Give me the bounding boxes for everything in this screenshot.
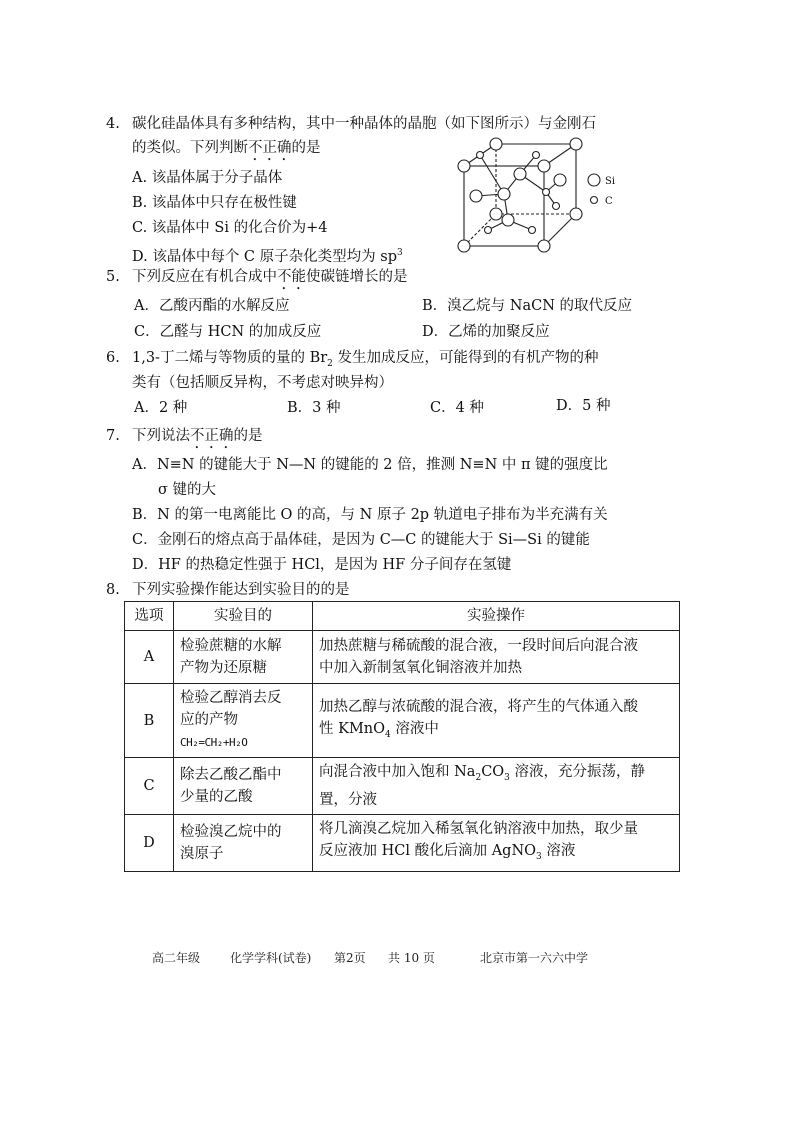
row-option: D bbox=[125, 814, 174, 871]
q4-option-d: D. 该晶体中每个 C 原子杂化类型均为 $sp^3$ bbox=[132, 248, 403, 265]
row-aim: 检验蔗糖的水解 产物为还原糖 bbox=[174, 631, 313, 684]
row-aim: 除去乙酸乙酯中 少量的乙酸 bbox=[174, 758, 313, 815]
table-row bbox=[125, 814, 680, 871]
q4-option-b: B. 该晶体中只存在极性键 bbox=[132, 195, 297, 211]
table-row bbox=[125, 758, 680, 815]
q6-option-d: D．5 种 bbox=[556, 398, 611, 414]
row-option: B bbox=[125, 684, 174, 758]
q5-emphasis: 不能 bbox=[277, 269, 306, 285]
q7-option-a-line2: σ 键的大 bbox=[158, 482, 217, 498]
header-aim: 实验目的 bbox=[174, 602, 313, 631]
row-aim: 检验溴乙烷中的 溴原子 bbox=[174, 814, 313, 871]
legend-c-label: C bbox=[605, 196, 613, 207]
q4-emphasis: 不正确 bbox=[248, 140, 292, 156]
footer-total: 共 10 页 bbox=[388, 951, 435, 965]
q7-stem: 下列说法不正确的是 bbox=[132, 428, 263, 444]
header-operation: 实验操作 bbox=[313, 602, 680, 631]
q5-option-d: D．乙烯的加聚反应 bbox=[422, 324, 550, 340]
row-operation: 加热乙醇与浓硫酸的混合液，将产生的气体通入酸 性 KMnO$_4$ 溶液中 bbox=[313, 684, 680, 758]
q6-option-a: A．2 种 bbox=[134, 400, 188, 416]
handwritten-note: CH₂=CH₂+H₂O bbox=[180, 736, 248, 749]
row-operation: 将几滴溴乙烷加入稀氢氧化钠溶液中加热，取少量 反应液加 HCl 酸化后滴加 AgNO$_3$ 溶液 bbox=[313, 814, 680, 871]
table-row bbox=[125, 684, 680, 758]
q5-option-c: C．乙醛与 HCN 的加成反应 bbox=[134, 324, 322, 340]
footer-page: 第2页 bbox=[334, 951, 366, 965]
experiment-table bbox=[124, 601, 680, 872]
q7-number: 7. bbox=[106, 428, 120, 444]
q5-option-b: B．溴乙烷与 NaCN 的取代反应 bbox=[422, 298, 632, 314]
q8-number: 8. bbox=[106, 582, 120, 598]
row-aim: 检验乙醇消去反 应的产物 CH₂=CH₂+H₂O bbox=[174, 684, 313, 758]
footer-grade: 高二年级 bbox=[152, 951, 201, 965]
row-operation: 加热蔗糖与稀硫酸的混合液，一段时间后向混合液 中加入新制氢氧化铜溶液并加热 bbox=[313, 631, 680, 684]
table-row bbox=[125, 631, 680, 684]
q5-number: 5. bbox=[106, 269, 120, 285]
q4-option-a: A. 该晶体属于分子晶体 bbox=[132, 170, 283, 186]
q8-stem: 下列实验操作能达到实验目的的是 bbox=[132, 582, 350, 598]
footer-school: 北京市第一六六中学 bbox=[480, 951, 589, 965]
q4-number: 4. bbox=[106, 116, 120, 132]
q7-option-c: C．金刚石的熔点高于晶体硅，是因为 C—C 的键能大于 Si—Si 的键能 bbox=[132, 532, 590, 548]
q7-option-a-line1: A．N≡N 的键能大于 N—N 的键能的 2 倍，推测 N≡N 中 π 键的强度比 bbox=[132, 457, 608, 473]
legend-si-label: Si bbox=[605, 176, 616, 187]
table-header-row bbox=[125, 602, 680, 631]
row-option: C bbox=[125, 758, 174, 815]
q6-stem-line1: 1,3-丁二烯与等物质的量的 $Br_2$ 发生加成反应，可能得到的有机产物的种 bbox=[132, 350, 599, 369]
footer-subject: 化学学科(试卷) bbox=[230, 951, 312, 965]
q6-option-b: B．3 种 bbox=[287, 400, 341, 416]
row-option: A bbox=[125, 631, 174, 684]
q6-stem-line2: 类有（包括顺反异构，不考虑对映异构） bbox=[132, 375, 393, 391]
q7-option-b: B．N 的第一电离能比 O 的高，与 N 原子 2p 轨道电子排布为半充满有关 bbox=[132, 507, 608, 523]
q4-stem-line1: 碳化硅晶体具有多种结构，其中一种晶体的晶胞（如下图所示）与金刚石 bbox=[132, 116, 596, 132]
q6-number: 6. bbox=[106, 350, 120, 366]
q6-option-c: C．4 种 bbox=[430, 400, 484, 416]
q7-option-d: D．HF 的热稳定性强于 HCl，是因为 HF 分子间存在氢键 bbox=[132, 557, 512, 573]
q4-option-c: C. 该晶体中 Si 的化合价为+4 bbox=[132, 220, 328, 236]
header-option: 选项 bbox=[125, 602, 174, 631]
q7-emphasis: 不正确 bbox=[190, 428, 234, 444]
q4-stem-line2: 的类似。下列判断不正确的是 bbox=[132, 140, 321, 156]
q5-option-a: A．乙酸丙酯的水解反应 bbox=[134, 298, 290, 314]
q5-stem: 下列反应在有机合成中不能使碳链增长的是 bbox=[132, 269, 408, 285]
row-operation: 向混合液中加入饱和 $Na_2CO_3$ 溶液，充分振荡，静 置，分液 bbox=[313, 758, 680, 815]
